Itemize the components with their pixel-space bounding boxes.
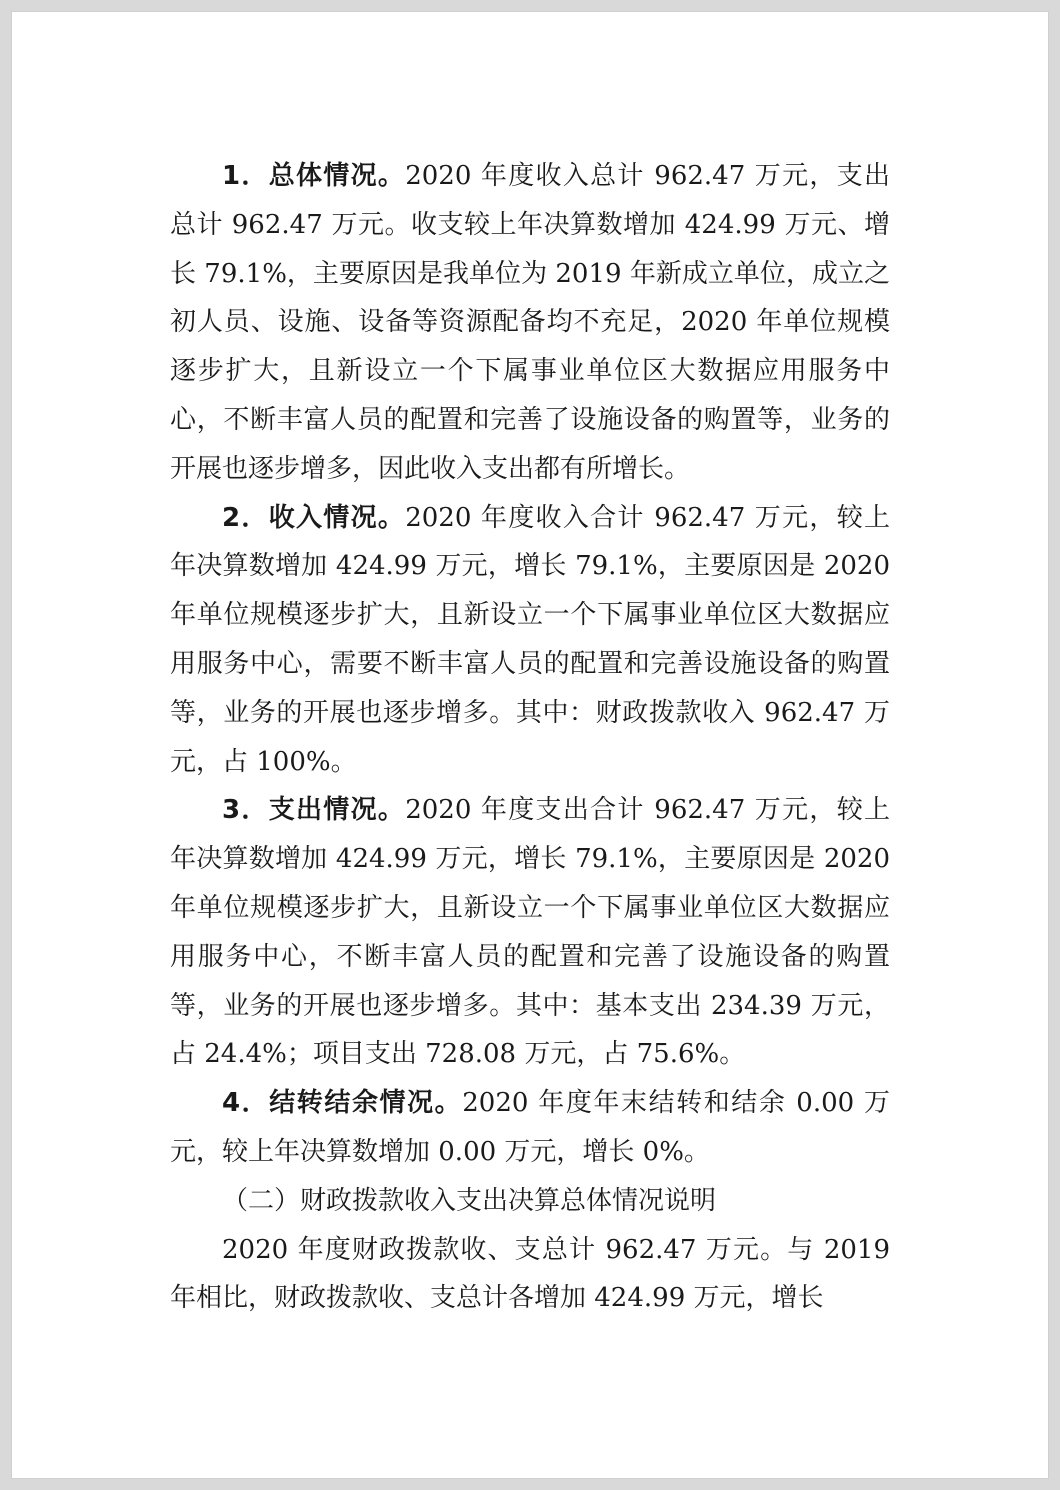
paragraph-fiscal-summary: 2020 年度财政拨款收、支总计 962.47 万元。与 2019 年相比，财政拨款收、支总计各增加 424.99 万元，增长 [170, 1234, 890, 1314]
text-income: 2020 年度收入合计 962.47 万元，较上年决算数增加 424.99 万元，增长 79.1%，主要原因是 2020 年单位规模逐步扩大，且新设立一个下属事业单位区大数据应用服务中心，需要不断丰富人员的配置和完善设施设备的购置等，业务的开展也逐步增多。其中：财政拨款收入 962.47 万元，占 100%。 [170, 502, 891, 777]
text-overall: 2020 年度收入总计 962.47 万元，支出总计 962.47 万元。收支较上年决算数增加 424.99 万元、增长 79.1%，主要原因是我单位为 2019 年新成立单位，成立之初人员、设施、设备等资源配备均不充足，2020 年单位规模逐步扩大，且新设立一个下属事业单位区大数据应用服务中心，不断丰富人员的配置和完善了设施设备的购置等，业务的开展也逐步增多，因此收入支出都有所增长。 [170, 161, 891, 484]
heading-income: 2．收入情况。 [222, 502, 406, 533]
document-body [170, 152, 890, 1323]
paragraph-income [170, 494, 890, 787]
text-expenditure: 2020 年度支出合计 962.47 万元，较上年决算数增加 424.99 万元，增长 79.1%，主要原因是 2020 年单位规模逐步扩大，且新设立一个下属事业单位区大数据应用服务中心，不断丰富人员的配置和完善了设施设备的购置等，业务的开展也逐步增多。其中：基本支出 234.39 万元，占 24.4%；项目支出 728.08 万元，占 75.6%。 [170, 795, 891, 1070]
text-carryover: 2020 年度年末结转和结余 0.00 万元，较上年决算数增加 0.00 万元，增长 0%。 [170, 1088, 891, 1167]
heading-expenditure: 3．支出情况。 [222, 795, 406, 826]
paragraph-overall [170, 152, 890, 494]
paragraph-expenditure [170, 786, 890, 1079]
paragraph-carryover [170, 1079, 890, 1177]
heading-carryover: 4．结转结余情况。 [222, 1088, 463, 1119]
document-page [12, 12, 1048, 1478]
section-heading: （二）财政拨款收入支出决算总体情况说明 [222, 1185, 717, 1216]
heading-overall: 1．总体情况。 [222, 161, 406, 191]
